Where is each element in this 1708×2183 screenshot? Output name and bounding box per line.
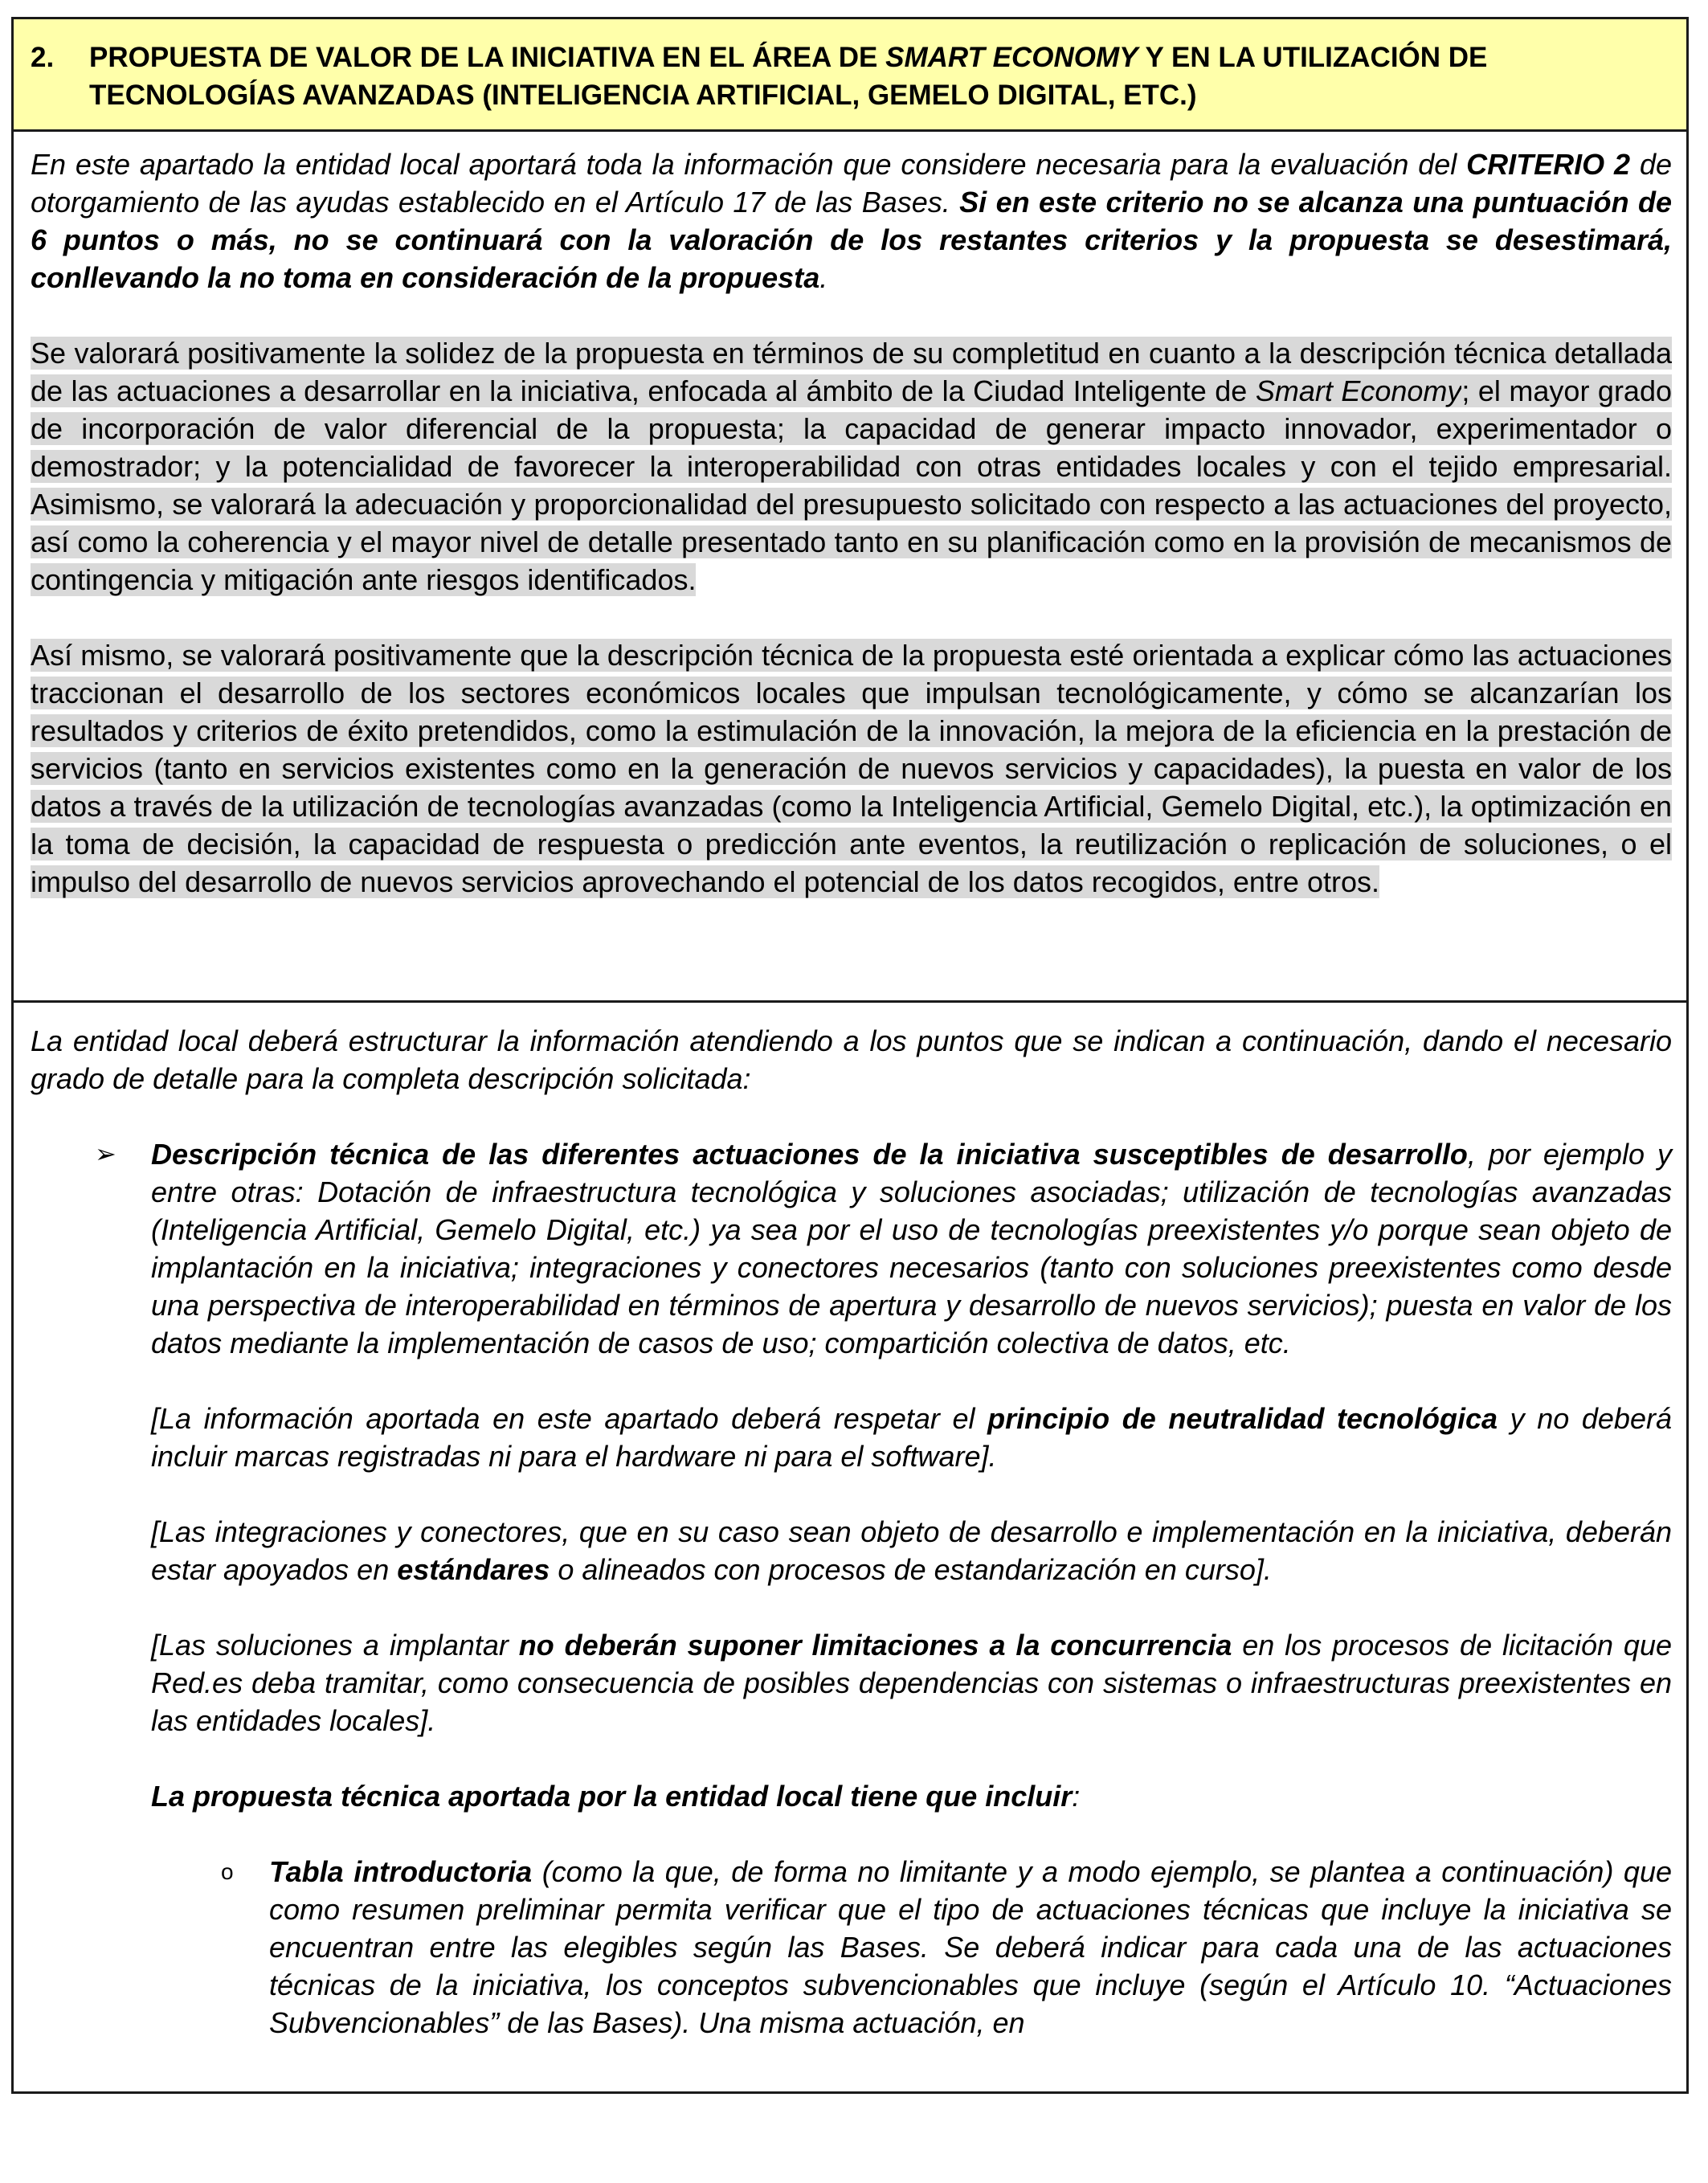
section-title bbox=[89, 39, 1675, 114]
paragraph bbox=[151, 1777, 1672, 1815]
emphasized-text: Descripción técnica de las diferentes actuaciones de la iniciativa susceptibles de desarrollo bbox=[151, 1138, 1468, 1171]
text-run: Se valorará positivamente la solidez de la propuesta en términos de su completitud en cuanto a la descripción técnica detallada de las actuaciones a desarrollar en la iniciativa, enfocada al ámbito de la Ciudad Inteligente de bbox=[31, 337, 1672, 407]
circle-bullet-icon: o bbox=[221, 1859, 234, 1884]
paragraph bbox=[151, 1513, 1672, 1588]
text-run: [La información aportada en este apartado deberá respetar el bbox=[151, 1402, 988, 1435]
text-run: En este apartado la entidad local aportará toda la información que considere necesaria para la evaluación del bbox=[31, 148, 1467, 181]
text-run: Así mismo, se valorará positivamente que la descripción técnica de la propuesta esté orientada a explicar cómo las actuaciones traccionan el desarrollo de los sectores económicos locales que impulsan tecnológicamente, y cómo se alcanzarían los resultados y criterios de éxito pretendidos, como la estimulación de la innovación, la mejora de la eficiencia en la prestación de servicios (tanto en servicios existentes como en la generación de nuevos servicios y capacidades), la puesta en valor de los datos a través de la utilización de tecnologías avanzadas (como la Inteligencia Artificial, Gemelo Digital, etc.), la optimización en la toma de decisión, la capacidad de respuesta o predicción ante eventos, la reutilización o replicación de soluciones, o el impulso del desarrollo de nuevos servicios aprovechando el potencial de los datos recogidos, entre otros. bbox=[31, 639, 1672, 898]
paragraph bbox=[31, 145, 1672, 296]
list-item bbox=[221, 1853, 1672, 2042]
emphasized-text: CRITERIO 2 bbox=[1466, 148, 1631, 181]
emphasized-text: estándares bbox=[397, 1553, 550, 1586]
text-run: . bbox=[819, 261, 828, 294]
text-run: , por ejemplo y entre otras: Dotación de infraestructura tecnológica y soluciones asociadas; utilización de tecnologías avanzadas (Inteligencia Artificial, Gemelo Digital, etc.) ya sea por el uso de tecnologías preexistentes y/o porque sean objeto de implantación en la iniciativa; integraciones y conectores necesarios (tanto con soluciones preexistentes como desde una perspectiva de interoperabilidad en términos de apertura y desarrollo de nuevos servicios); puesta en valor de los datos mediante la implementación de casos de uso; compartición colectiva de datos, etc. bbox=[151, 1138, 1672, 1359]
evaluation-criteria-cell bbox=[14, 129, 1686, 1003]
text-run: (como la que, de forma no limitante y a modo ejemplo, se plantea a continuación) que como resumen preliminar permita verificar que el tipo de actuaciones técnicas que incluye la iniciativa se encuentran entre las elegibles según las Bases. Se deberá indicar para cada una de las actuaciones técnicas de la iniciativa, los conceptos subvencionables que incluye (según el Artículo 10. “Actuaciones Subvencionables” de las Bases). Una misma actuación, en bbox=[269, 1855, 1672, 2039]
text-run: : bbox=[1072, 1780, 1081, 1813]
emphasized-text: Tabla introductoria bbox=[269, 1855, 533, 1888]
emphasized-text: SMART ECONOMY bbox=[885, 42, 1138, 73]
text-run: en los procesos de licitación que Red.es deba tramitar, como consecuencia de posibles dependencias con sistemas o infraestructuras preexistentes en las entidades locales]. bbox=[151, 1629, 1672, 1737]
emphasized-text: PROPUESTA DE VALOR DE LA INICIATIVA EN EL ÁREA DE bbox=[89, 42, 886, 73]
text-run: [Las soluciones a implantar bbox=[151, 1629, 519, 1662]
emphasized-text: La propuesta técnica aportada por la entidad local tiene que incluir bbox=[151, 1780, 1073, 1813]
section-table bbox=[11, 17, 1689, 2094]
text-run: o alineados con procesos de estandarización en curso]. bbox=[550, 1553, 1272, 1586]
emphasized-text: no deberán suponer limitaciones a la concurrencia bbox=[518, 1629, 1232, 1662]
arrow-bullet-icon: ➢ bbox=[95, 1139, 116, 1168]
emphasized-text: Y EN LA UTILIZACIÓN DE TECNOLOGÍAS AVANZADAS (INTELIGENCIA ARTIFICIAL, GEMELO DIGITAL, ETC.) bbox=[89, 42, 1488, 111]
emphasized-text: Si en este criterio no se alcanza una puntuación de 6 puntos o más, no se continuará con la valoración de los restantes criterios y la propuesta se desestimará, conllevando la no toma en consideración de la propuesta bbox=[31, 186, 1672, 294]
text-run: y no deberá incluir marcas registradas ni para el hardware ni para el software]. bbox=[151, 1402, 1672, 1473]
text-run: Smart Economy bbox=[1255, 374, 1462, 407]
text-run: de otorgamiento de las ayudas establecido en el Artículo 17 de las Bases. bbox=[31, 148, 1673, 219]
list-item bbox=[95, 1135, 1672, 1362]
emphasized-text: principio de neutralidad tecnológica bbox=[987, 1402, 1498, 1435]
paragraph bbox=[31, 1022, 1672, 1098]
paragraph bbox=[31, 636, 1672, 901]
paragraph bbox=[31, 334, 1672, 599]
paragraph bbox=[151, 1400, 1672, 1475]
text-run: [Las integraciones y conectores, que en su caso sean objeto de desarrollo e implementación en la iniciativa, deberán estar apoyados en bbox=[151, 1515, 1672, 1586]
section-header bbox=[14, 19, 1686, 132]
section-number: 2. bbox=[31, 42, 55, 73]
text-run: La entidad local deberá estructurar la información atendiendo a los puntos que se indican a continuación, dando el necesario grado de detalle para la completa descripción solicitada: bbox=[31, 1024, 1672, 1095]
paragraph bbox=[151, 1626, 1672, 1739]
instructions-cell bbox=[14, 1003, 1686, 2091]
text-run: ; el mayor grado de incorporación de valor diferencial de la propuesta; la capacidad de generar impacto innovador, experimentador o demostrador; y la potencialidad de favorecer la interoperabilidad con otras entidades locales y con el tejido empresarial. Asimismo, se valorará la adecuación y proporcionalidad del presupuesto solicitado con respecto a las actuaciones del proyecto, así como la coherencia y el mayor nivel de detalle presentado tanto en su planificación como en la provisión de mecanismos de contingencia y mitigación ante riesgos identificados. bbox=[31, 374, 1673, 596]
